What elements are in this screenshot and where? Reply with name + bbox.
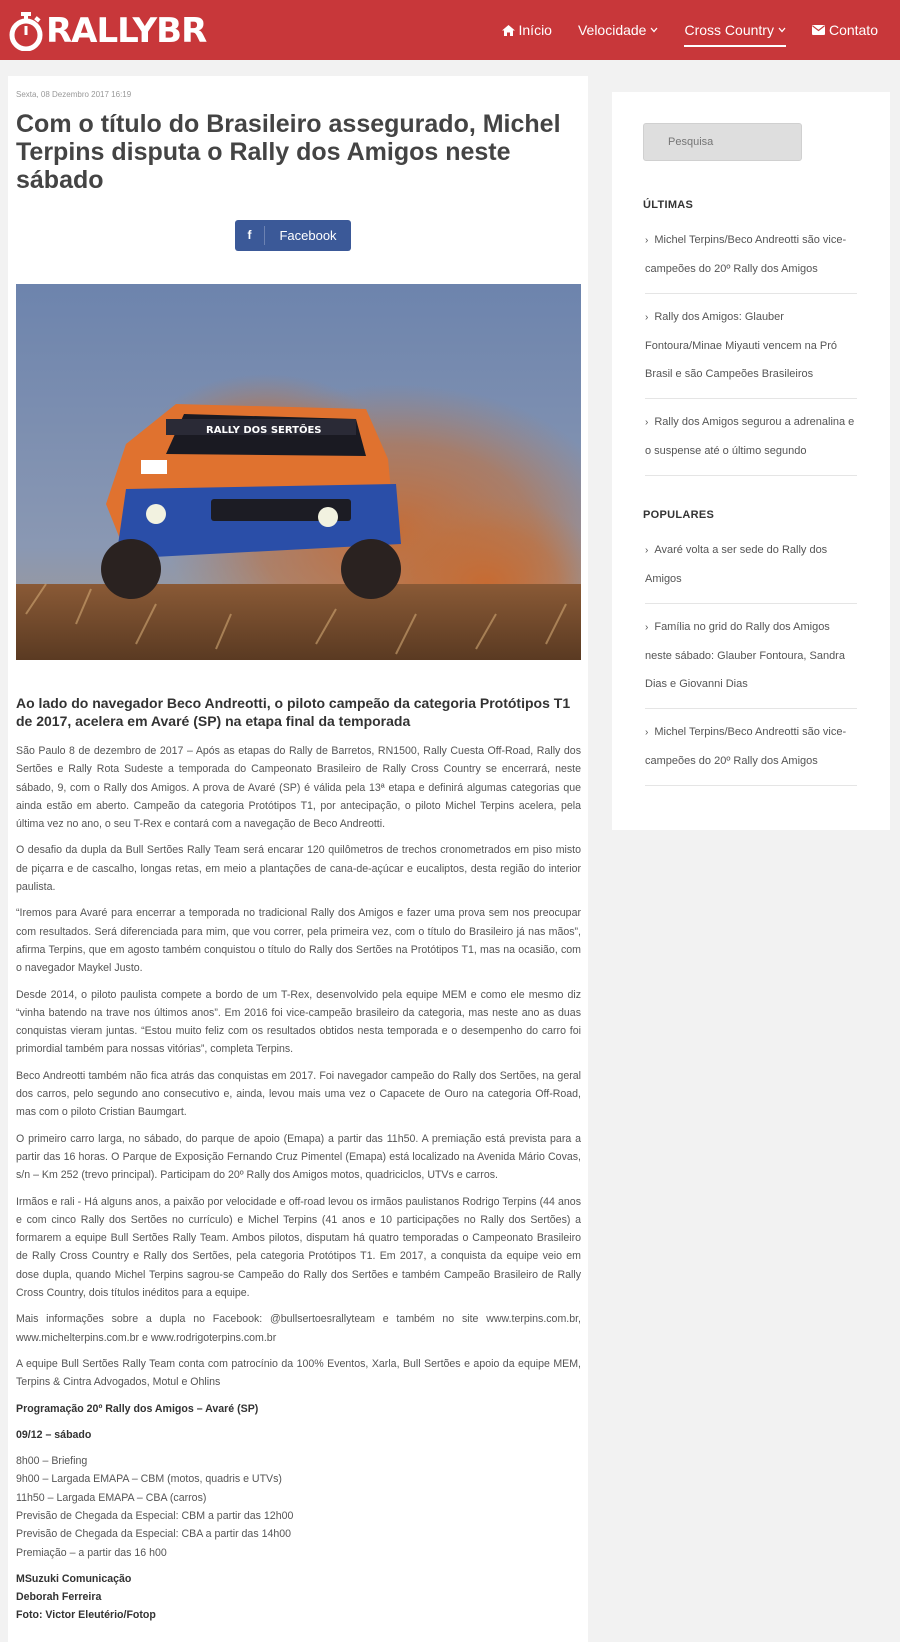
latest-item-label: Rally dos Amigos: Glauber Fontoura/Minae Miyauti vencem na Pró Brasil e são Campeões Brasileiros bbox=[645, 311, 837, 380]
schedule-item: Previsão de Chegada da Especial: CBM a partir das 12h00 bbox=[16, 1509, 294, 1522]
chevron-right-icon: › bbox=[645, 545, 649, 556]
latest-section-title: ÚLTIMAS bbox=[643, 199, 694, 211]
nav-cross-country-label: Cross Country bbox=[684, 22, 774, 38]
logo-text: RALLYBR bbox=[46, 11, 207, 51]
popular-item[interactable] bbox=[645, 604, 857, 709]
popular-list bbox=[645, 527, 857, 786]
nav-inicio[interactable] bbox=[502, 0, 552, 60]
nav-inicio-label: Início bbox=[518, 22, 552, 38]
latest-item-label: Michel Terpins/Beco Andreotti são vice-campeões do 20º Rally dos Amigos bbox=[645, 234, 847, 275]
nav-contato[interactable] bbox=[812, 0, 878, 60]
credit-line: Deborah Ferreira bbox=[16, 1591, 102, 1604]
article-paragraph: Desde 2014, o piloto paulista compete a bordo de um T-Rex, desenvolvido pela equipe MEM e como ele mesmo diz “vinha batendo na trave nos últimos anos”. Em 2016 foi vice-campeão brasileiro da categoria, mas neste ano as duas conquistas vieram juntas. “Estou muito feliz com os resultados obtidos nesta temporada e o desempenho do carro foi primordial também para nossas vitórias”, completa Terpins. bbox=[16, 988, 581, 1056]
article-paragraph: Irmãos e rali - Há alguns anos, a paixão por velocidade e off-road levou os irmãos paulistanos Rodrigo Terpins (44 anos e com cinco Rally dos Sertões no currículo) e Michel Terpins (41 anos e 10 participações no Rally dos Sertões) a formarem a equipe Bull Sertões Rally Team. Ambos pilotos, disputam há quatro temporadas o Campeonato Brasileiro de Rally Cross Country e Rally dos Sertões, pela categoria Protótipos T1. Em 2017, a conquista da equipe veio em dose dupla, quando Michel Terpins sagrou-se Campeão do Rally dos Sertões e também Campeão Brasileiro de Rally Cross Country, dois títulos inéditos para a equipe. bbox=[16, 1195, 581, 1300]
chevron-right-icon: › bbox=[645, 417, 649, 428]
article-paragraph: O primeiro carro larga, no sábado, do parque de apoio (Emapa) a partir das 11h50. A premiação está prevista para a partir das 16 horas. O Parque de Exposição Fernando Cruz Pimentel (Emapa) está localizado na Avenida Mário Covas, s/n – Km 252 (trevo principal). Participam do 20º Rally dos Amigos motos, quadriciclos, UTVs e carros. bbox=[16, 1132, 581, 1182]
article-subhead: Ao lado do navegador Beco Andreotti, o piloto campeão da categoria Protótipos T1 de 2017, acelera em Avaré (SP) na etapa final da temporada bbox=[16, 695, 571, 729]
article bbox=[8, 76, 588, 1642]
popular-item-label: Avaré volta a ser sede do Rally dos Amigos bbox=[645, 544, 828, 585]
article-paragraph: “Iremos para Avaré para encerrar a temporada no tradicional Rally dos Amigos e fazer uma prova sem nos preocupar com resultados. Será diferenciada para mim, que vou correr, pela primeira vez, com o título do Brasileiro já nas mãos”, afirma Terpins, que em agosto também conquistou o título do Rally dos Sertões na Protótipos T1, mas na ocasião, com o navegador Maykel Justo. bbox=[16, 907, 581, 975]
nav-contato-label: Contato bbox=[828, 22, 878, 38]
article-body bbox=[16, 742, 581, 1633]
nav-cross-country[interactable] bbox=[684, 0, 785, 60]
schedule-list bbox=[16, 1452, 581, 1562]
latest-item[interactable] bbox=[645, 217, 857, 294]
site-logo[interactable] bbox=[8, 10, 206, 52]
article-paragraph: A equipe Bull Sertões Rally Team conta com patrocínio da 100% Eventos, Xarla, Bull Sertões e apoio da equipe MEM, Terpins & Cintra Advogados, Motul e Ohlins bbox=[16, 1357, 581, 1389]
schedule-item: 9h00 – Largada EMAPA – CBM (motos, quadris e UTVs) bbox=[16, 1473, 282, 1486]
schedule-item: 11h50 – Largada EMAPA – CBA (carros) bbox=[16, 1491, 207, 1504]
schedule-item: Previsão de Chegada da Especial: CBA a partir das 14h00 bbox=[16, 1528, 292, 1541]
sidebar bbox=[612, 92, 890, 830]
credits bbox=[16, 1570, 581, 1625]
latest-item-label: Rally dos Amigos segurou a adrenalina e o suspense até o último segundo bbox=[645, 416, 855, 457]
hero-car-text: RALLY DOS SERTÕES bbox=[206, 425, 322, 436]
schedule-item: 8h00 – Briefing bbox=[16, 1455, 88, 1468]
popular-item[interactable] bbox=[645, 709, 857, 786]
chevron-right-icon: › bbox=[645, 235, 649, 246]
facebook-icon: f bbox=[235, 226, 265, 245]
article-paragraph: São Paulo 8 de dezembro de 2017 – Após as etapas do Rally de Barretos, RN1500, Rally Cuesta Off-Road, Rally dos Sertões e Rally Rota Sudeste a temporada do Campeonato Brasileiro de Rally Cross Country se encerrará, neste sábado, 9, com o Rally dos Amigos. A prova de Avaré (SP) é válida pela 13ª etapa e definirá algumas categorias que ainda estão em aberto. Campeão da categoria Protótipos T1, por antecipação, o piloto Michel Terpins acelera, pela última vez no ano, o seu T-Rex e contará com a navegação de Beco Andreotti. bbox=[16, 745, 581, 831]
stopwatch-logo-icon bbox=[8, 11, 44, 51]
search-input[interactable] bbox=[643, 123, 802, 161]
latest-item[interactable] bbox=[645, 294, 857, 399]
article-date: Sexta, 08 Dezembro 2017 16:19 bbox=[16, 90, 132, 99]
home-icon bbox=[502, 25, 515, 36]
chevron-right-icon: › bbox=[645, 312, 649, 323]
popular-item[interactable] bbox=[645, 527, 857, 604]
popular-section-title: POPULARES bbox=[643, 509, 715, 521]
chevron-right-icon: › bbox=[645, 622, 649, 633]
main-nav bbox=[476, 0, 879, 60]
popular-item-label: Michel Terpins/Beco Andreotti são vice-campeões do 20º Rally dos Amigos bbox=[645, 726, 847, 767]
article-title: Com o título do Brasileiro assegurado, Michel Terpins disputa o Rally dos Amigos neste sábado bbox=[16, 110, 561, 194]
schedule-item: Premiação – a partir das 16 h00 bbox=[16, 1546, 167, 1559]
schedule-title: Programação 20º Rally dos Amigos – Avaré (SP) bbox=[16, 1402, 259, 1415]
hero-image-rally-car bbox=[16, 284, 581, 660]
nav-velocidade-label: Velocidade bbox=[577, 22, 647, 38]
article-paragraph: O desafio da dupla da Bull Sertões Rally Team será encarar 120 quilômetros de trechos cronometrados em piso misto de piçarra e de cascalho, longas retas, em meio a plantações de cana-de-açúcar e eucaliptos, desta região do interior paulista. bbox=[16, 844, 581, 894]
chevron-right-icon: › bbox=[645, 727, 649, 738]
credit-line: MSuzuki Comunicação bbox=[16, 1572, 132, 1585]
top-navbar bbox=[0, 0, 900, 60]
credit-line: Foto: Victor Eleutério/Fotop bbox=[16, 1609, 156, 1622]
facebook-share-label: Facebook bbox=[279, 228, 337, 243]
chevron-down-icon bbox=[778, 27, 786, 33]
article-paragraph: Beco Andreotti também não fica atrás das conquistas em 2017. Foi navegador campeão do Rally dos Sertões, na geral dos carros, pelo segundo ano consecutivo e, ainda, levou mais uma vez o Capacete de Ouro na categoria Off-Road, mas com o piloto Cristian Baumgart. bbox=[16, 1069, 581, 1119]
latest-list bbox=[645, 217, 857, 476]
popular-item-label: Família no grid do Rally dos Amigos neste sábado: Glauber Fontoura, Sandra Dias e Giovanni Dias bbox=[645, 621, 845, 690]
nav-velocidade[interactable] bbox=[578, 0, 659, 60]
article-paragraph: Mais informações sobre a dupla no Facebook: @bullsertoesrallyteam e também no site www.terpins.com.br, www.michelterpins.com.br e www.rodrigoterpins.com.br bbox=[16, 1313, 581, 1344]
schedule-day: 09/12 – sábado bbox=[16, 1428, 92, 1441]
latest-item[interactable] bbox=[645, 399, 857, 476]
envelope-icon bbox=[812, 25, 825, 35]
chevron-down-icon bbox=[650, 27, 658, 33]
facebook-share-button[interactable] bbox=[235, 220, 351, 251]
